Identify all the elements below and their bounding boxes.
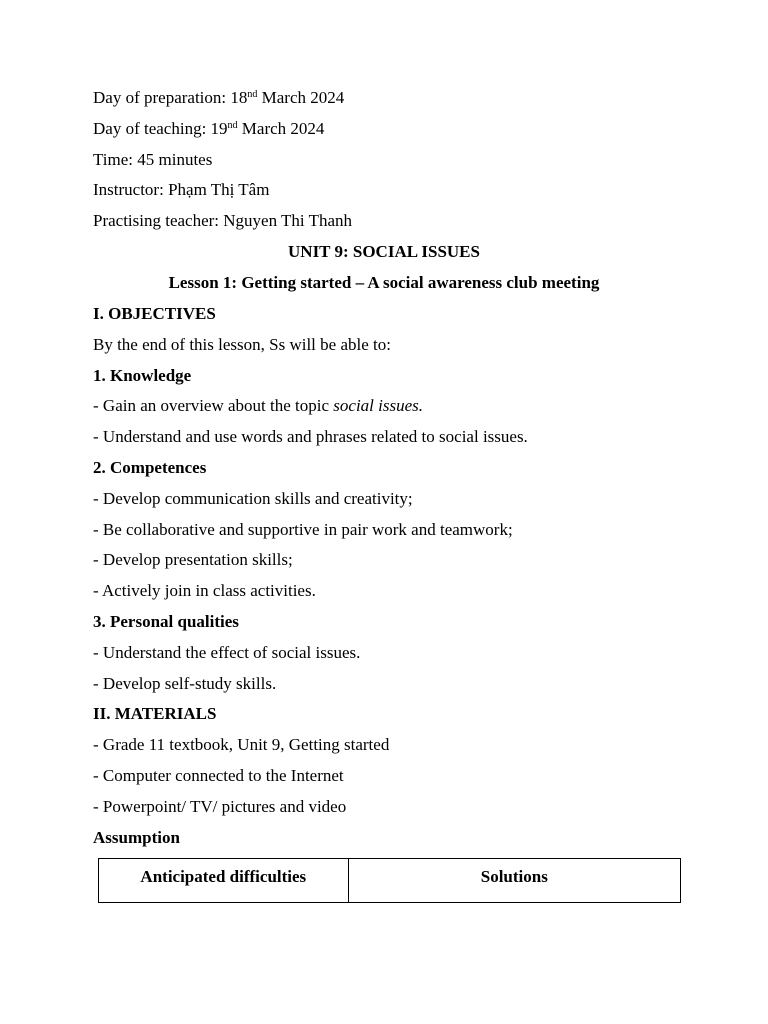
competence-item-3: - Develop presentation skills; (93, 550, 293, 569)
teaching-date: Day of teaching: 19nd March 2024 (93, 119, 325, 138)
competence-item-2: - Be collaborative and supportive in pair work and teamwork; (93, 520, 513, 539)
instructor-line: Instructor: Phạm Thị Tâm (93, 180, 270, 199)
materials-heading: II. MATERIALS (93, 704, 217, 723)
knowledge-item-1: - Gain an overview about the topic social issues. (93, 396, 424, 415)
practising-teacher-line: Practising teacher: Nguyen Thi Thanh (93, 211, 353, 230)
knowledge-heading: 1. Knowledge (93, 366, 192, 385)
assumption-heading: Assumption (93, 828, 180, 847)
lesson-title: Lesson 1: Getting started – A social awareness club meeting (168, 273, 600, 292)
quality-item-2: - Develop self-study skills. (93, 674, 277, 693)
column-header-solutions: Solutions (348, 859, 680, 903)
assumption-table (98, 858, 681, 903)
qualities-heading: 3. Personal qualities (93, 612, 239, 631)
knowledge-item-2: - Understand and use words and phrases related to social issues. (93, 427, 528, 446)
quality-item-1: - Understand the effect of social issues. (93, 643, 361, 662)
material-item-1: - Grade 11 textbook, Unit 9, Getting started (93, 735, 390, 754)
competence-item-4: - Actively join in class activities. (93, 581, 316, 600)
time-line: Time: 45 minutes (93, 150, 213, 169)
preparation-date: Day of preparation: 18nd March 2024 (93, 88, 345, 107)
column-header-difficulties: Anticipated difficulties (99, 859, 349, 903)
competences-heading: 2. Competences (93, 458, 207, 477)
material-item-3: - Powerpoint/ TV/ pictures and video (93, 797, 347, 816)
table-header-row (99, 859, 681, 903)
material-item-2: - Computer connected to the Internet (93, 766, 344, 785)
objectives-heading: I. OBJECTIVES (93, 304, 216, 323)
objectives-intro: By the end of this lesson, Ss will be able to: (93, 335, 391, 354)
competence-item-1: - Develop communication skills and creativity; (93, 489, 413, 508)
unit-title: UNIT 9: SOCIAL ISSUES (288, 242, 480, 261)
